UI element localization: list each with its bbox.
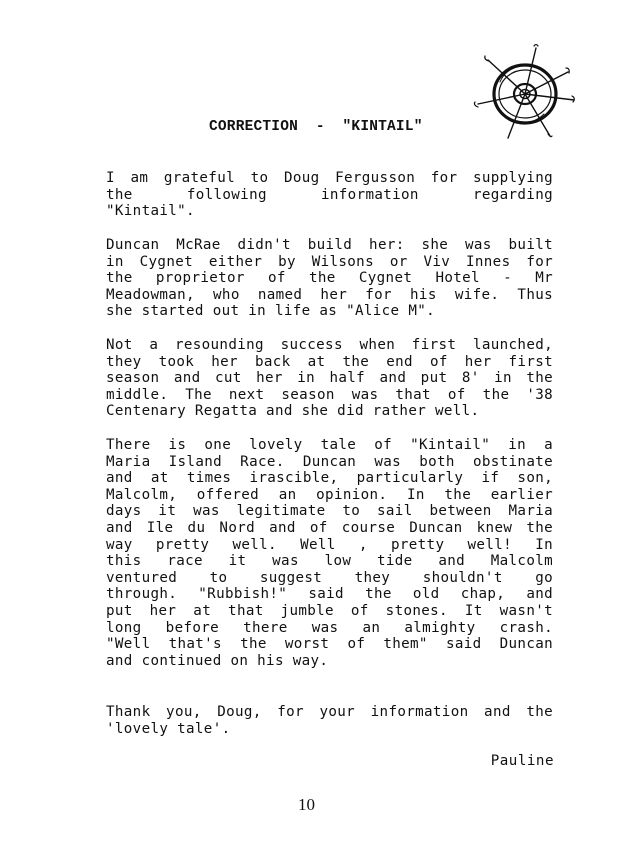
text-line: season and cut her in half and put 8' in the (106, 370, 553, 387)
text-line: Malcolm, offered an opinion. In the earlier (106, 486, 553, 503)
ships-wheel-icon (470, 42, 580, 142)
text-line: Thank you, Doug, for your information and the (106, 704, 553, 720)
text-line: they took her back at the end of her first (106, 353, 553, 370)
page-title: CORRECTION - "KINTAIL" (209, 119, 423, 135)
text-line: and Ile du Nord and of course Duncan knew the (106, 519, 553, 536)
text-line: in Cygnet either by Wilsons or Viv Innes for (106, 253, 553, 270)
paragraph-intro (106, 170, 553, 220)
paragraph-launch (106, 337, 553, 420)
page-number: 10 (298, 795, 315, 814)
text-line: 'lovely tale'. (106, 720, 231, 737)
paragraph-history (106, 237, 553, 320)
text-line: Centenary Regatta and she did rather well. (106, 403, 480, 420)
text-line: Not a resounding success when first launched, (106, 337, 553, 353)
text-line: this race it was low tide and Malcolm (106, 553, 553, 570)
text-line: she started out in life as "Alice M". (106, 303, 435, 320)
text-line: put her at that jumble of stones. It wasn't (106, 602, 553, 619)
text-line: and at times irascible, particularly if son, (106, 470, 553, 487)
text-line: Maria Island Race. Duncan was both obstinate (106, 453, 553, 470)
text-line: way pretty well. Well , pretty well! In (106, 536, 553, 553)
text-line: long before there was an almighty crash. (106, 619, 553, 636)
text-line: and continued on his way. (106, 652, 329, 669)
text-line: Duncan McRae didn't build her: she was built (106, 237, 553, 253)
text-line: Meadowman, who named her for his wife. Thus (106, 286, 553, 303)
text-line: middle. The next season was that of the '38 (106, 386, 553, 403)
text-line: ventured to suggest they shouldn't go (106, 569, 553, 586)
text-line: the proprietor of the Cygnet Hotel - Mr (106, 270, 553, 287)
paragraph-thanks (106, 704, 553, 737)
text-line: through. "Rubbish!" said the old chap, and (106, 586, 553, 603)
signature: Pauline (490, 753, 554, 769)
paragraph-tale (106, 437, 553, 669)
text-line: There is one lovely tale of "Kintail" in a (106, 437, 553, 453)
text-line: I am grateful to Doug Fergusson for supplying (106, 170, 553, 186)
text-line: "Kintail". (106, 203, 195, 220)
text-line: days it was legitimate to sail between Maria (106, 503, 553, 520)
text-line: the following information regarding (106, 186, 553, 203)
text-line: "Well that's the worst of them" said Duncan (106, 636, 553, 653)
